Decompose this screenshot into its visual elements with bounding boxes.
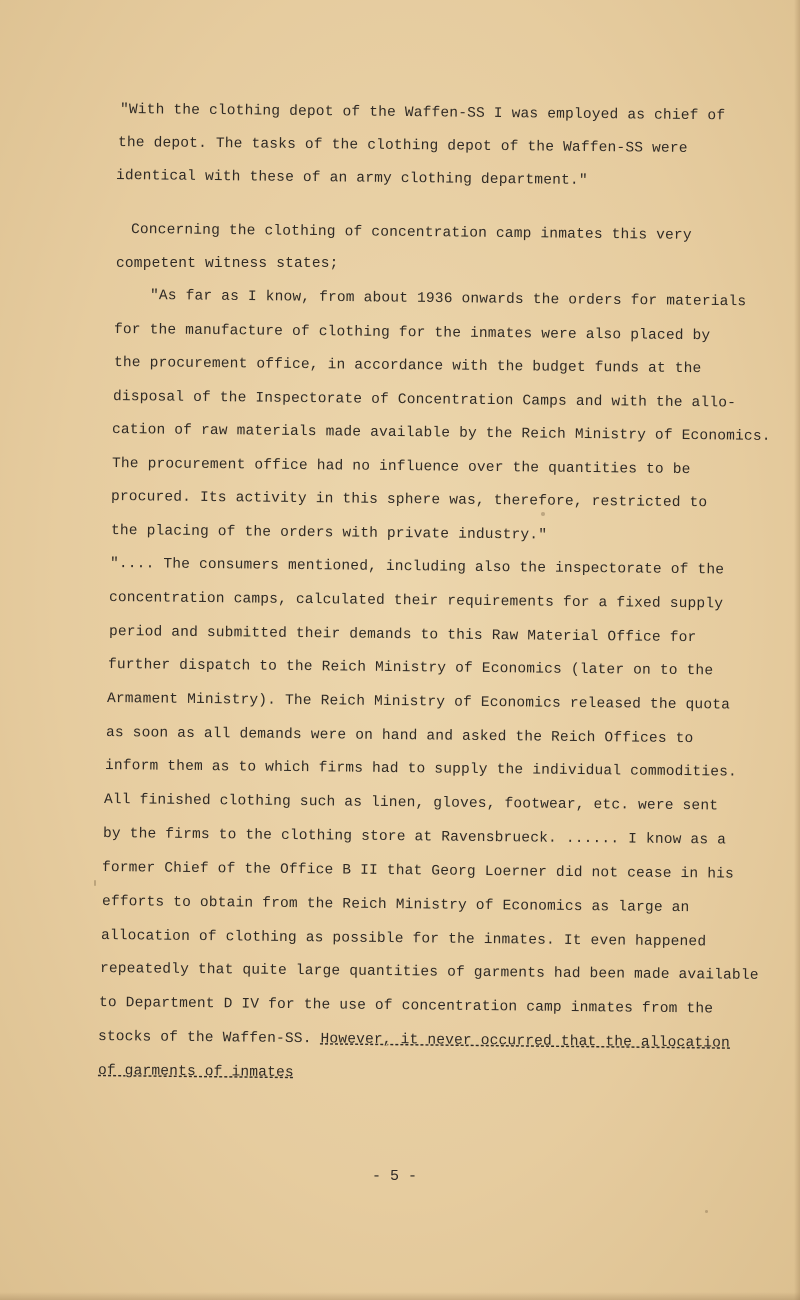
underlined-text-line: of garments of inmates — [97, 1063, 294, 1082]
text-line: repeatedly that quite large quantities of garments had been made available — [99, 961, 759, 984]
text-line: inform them as to which firms had to supply the individual commodities. — [104, 758, 738, 781]
text-line: cation of raw materials made available by the Reich Ministry of Economics. — [111, 422, 771, 445]
underlined-text: However, it never occurred that the allocation — [320, 1031, 731, 1052]
paper-speck — [541, 512, 545, 516]
text-line: disposal of the Inspectorate of Concentration Camps and with the allo- — [112, 389, 737, 412]
text-line: All finished clothing such as linen, gloves, footwear, etc. were sent — [103, 792, 719, 815]
text-line: further dispatch to the Reich Ministry of Economics (later on to the — [107, 657, 714, 680]
paper-edge-right — [794, 0, 800, 1300]
paper-speck — [94, 880, 96, 886]
text-line: by the firms to the clothing store at Ravensbrueck. ...... I know as a — [102, 826, 727, 849]
text-line: allocation of clothing as possible for the inmates. It even happened — [100, 928, 707, 951]
text-line: competent witness states; — [116, 256, 339, 272]
text-line: Concerning the clothing of concentration camp inmates this very — [130, 222, 692, 244]
text-line: concentration camps, calculated their requirements for a fixed supply — [108, 590, 724, 613]
text-line: "As far as I know, from about 1936 onwards the orders for materials — [149, 288, 747, 311]
paper-speck — [705, 1210, 708, 1213]
text-line: the depot. The tasks of the clothing depot of the Waffen-SS were — [117, 135, 688, 157]
paper-edge-bottom — [0, 1292, 800, 1300]
text-segment: stocks of the Waffen-SS. — [97, 1029, 312, 1048]
text-line: former Chief of the Office B II that Georg Loerner did not cease in his — [101, 860, 735, 883]
page-number: - 5 - — [372, 1168, 418, 1185]
text-line: as soon as all demands were on hand and asked the Reich Offices to — [105, 725, 694, 748]
text-line: ".... The consumers mentioned, including also the inspectorate of the — [109, 556, 725, 579]
text-line: the placing of the orders with private industry." — [110, 523, 548, 544]
text-line: period and submitted their demands to this Raw Material Office for — [108, 624, 697, 647]
text-line: to Department D IV for the use of concentration camp inmates from the — [98, 995, 714, 1018]
text-line: efforts to obtain from the Reich Ministry of Economics as large an — [101, 894, 690, 917]
text-line: for the manufacture of clothing for the inmates were also placed by — [113, 322, 711, 345]
text-line: the procurement office, in accordance with the budget funds at the — [113, 355, 702, 378]
text-line: The procurement office had no influence over the quantities to be — [111, 456, 691, 479]
text-line: procured. Its activity in this sphere was, therefore, restricted to — [110, 489, 708, 512]
text-line: "With the clothing depot of the Waffen-SS I was employed as chief of — [119, 102, 726, 125]
text-line: Armament Ministry). The Reich Ministry of Economics released the quota — [106, 691, 731, 714]
text-line — [98, 1029, 730, 1052]
text-line: identical with these of an army clothing department." — [115, 168, 588, 189]
